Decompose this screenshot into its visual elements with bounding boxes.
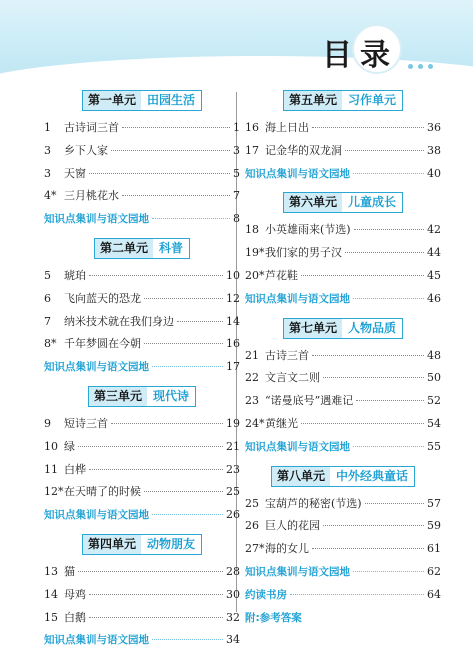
lesson-title: “诺曼底号”遇难记: [265, 394, 354, 408]
page-number: 14: [226, 314, 240, 328]
page-number: 64: [427, 587, 441, 601]
page-number: 3: [233, 143, 240, 157]
lesson-title: 我们家的男子汉: [265, 246, 342, 260]
lesson-title: 约读书房: [245, 588, 287, 601]
dot-leader: [89, 594, 223, 595]
page-number: 1: [233, 121, 240, 134]
lesson-title: 知识点集训与语文园地: [44, 509, 149, 522]
unit-heading: [44, 90, 240, 111]
unit-number: 第六单元: [284, 193, 342, 212]
page-number: 44: [427, 246, 441, 260]
toc-right-column: [245, 90, 441, 629]
lesson-title: 知识点集训与语文园地: [245, 565, 350, 578]
dot-leader: [354, 229, 424, 230]
page-number: 46: [427, 291, 441, 305]
lesson-title: 知识点集训与语文园地: [44, 634, 149, 647]
unit-heading: [245, 318, 441, 339]
page-number: 62: [427, 564, 441, 578]
toc-special-row[interactable]: [44, 208, 240, 231]
toc-row[interactable]: [245, 345, 441, 368]
title-char-mu: 目: [322, 38, 352, 73]
page-number: 40: [427, 166, 441, 180]
toc-row[interactable]: [245, 515, 441, 538]
lesson-number: 18: [245, 223, 259, 237]
lesson-title: 知识点集训与语文园地: [245, 292, 350, 305]
lesson-number: 25: [245, 496, 259, 510]
lesson-title: 黄继光: [265, 416, 298, 430]
lesson-number: 6: [44, 291, 51, 305]
toc-special-row[interactable]: [245, 584, 441, 607]
dot-leader: [312, 127, 424, 128]
decorative-dots-icon: [408, 54, 438, 73]
lesson-title: 乡下人家: [64, 143, 108, 157]
lesson-number: 5: [44, 268, 51, 282]
unit-name: 儿童成长: [348, 195, 397, 210]
unit-heading: [245, 192, 441, 213]
lesson-number: 7: [44, 314, 51, 328]
lesson-title: 附:参考答案: [245, 611, 302, 624]
lesson-title: 知识点集训与语文园地: [245, 167, 350, 180]
lesson-number: 8*: [44, 337, 57, 351]
page-number: 10: [226, 268, 240, 282]
unit-badge: [94, 238, 190, 259]
dot-leader: [345, 150, 424, 151]
lesson-title: 母鸡: [64, 587, 86, 601]
lesson-title: 白鹅: [64, 610, 86, 624]
toc-row[interactable]: [44, 333, 240, 356]
toc-row[interactable]: [44, 459, 240, 482]
lesson-title: 千年梦圆在今朝: [64, 337, 141, 351]
lesson-title: 古诗三首: [265, 348, 309, 362]
page-number: 19: [226, 416, 240, 430]
dot-leader: [345, 252, 424, 253]
lesson-title: 文言文二则: [265, 371, 320, 385]
lesson-number: 27*: [245, 542, 265, 556]
unit-heading: [245, 466, 441, 487]
unit-number: 第八单元: [272, 467, 330, 486]
lesson-number: 26: [245, 519, 259, 533]
dot-leader: [323, 377, 424, 378]
page-number: 34: [226, 633, 240, 647]
page-number: 25: [226, 485, 240, 499]
page-number: 21: [226, 439, 240, 453]
dot-leader: [78, 446, 223, 447]
page-number: 28: [226, 564, 240, 578]
dot-leader: [152, 366, 223, 367]
unit-badge: [283, 90, 403, 111]
page-number: 61: [427, 542, 441, 556]
page-number: 50: [427, 371, 441, 385]
lesson-title: 小英雄雨来(节选): [265, 223, 351, 237]
lesson-number: 22: [245, 371, 259, 385]
toc-row[interactable]: [44, 561, 240, 584]
lesson-title: 海的女儿: [265, 542, 309, 556]
dot-leader: [111, 150, 230, 151]
dot-leader: [89, 469, 223, 470]
dot-leader: [353, 446, 424, 447]
unit-name: 现代诗: [153, 388, 190, 403]
lesson-title: 海上日出: [265, 121, 309, 134]
dot-leader: [312, 548, 424, 549]
lesson-number: 11: [44, 462, 58, 476]
lesson-title: 知识点集训与语文园地: [44, 361, 149, 374]
lesson-number: 1: [44, 121, 51, 134]
unit-badge: [82, 90, 202, 111]
page-number: 16: [226, 337, 240, 351]
header-swoosh: [0, 56, 473, 84]
toc-row[interactable]: [44, 584, 240, 607]
page-number: 12: [226, 291, 240, 305]
lesson-number: 19*: [245, 246, 265, 260]
lesson-title: 记金华的双龙洞: [265, 143, 342, 157]
page-number: 54: [427, 416, 441, 430]
lesson-number: 21: [245, 348, 259, 362]
lesson-number: 3: [44, 143, 51, 157]
dot-leader: [144, 491, 223, 492]
lesson-title: 天窗: [64, 166, 86, 180]
dot-leader: [301, 275, 424, 276]
unit-badge: [283, 318, 403, 339]
dot-leader: [312, 355, 424, 356]
toc-row[interactable]: [44, 185, 240, 208]
unit-number: 第七单元: [284, 319, 342, 338]
lesson-title: 绿: [64, 439, 75, 453]
lesson-title: 芦花鞋: [265, 268, 298, 282]
unit-number: 第三单元: [89, 387, 147, 406]
lesson-number: 3: [44, 166, 51, 180]
toc-row[interactable]: [245, 117, 441, 140]
dot-leader: [144, 298, 223, 299]
unit-badge: [271, 466, 415, 487]
toc-special-row[interactable]: [44, 356, 240, 379]
toc-special-row[interactable]: [245, 436, 441, 459]
dot-leader: [353, 571, 424, 572]
page-number: 30: [226, 587, 240, 601]
unit-number: 第一单元: [83, 91, 141, 110]
lesson-title: 琥珀: [64, 268, 86, 282]
lesson-number: 13: [44, 564, 58, 578]
toc-row[interactable]: [44, 481, 240, 504]
dot-leader: [152, 514, 223, 515]
toc-row[interactable]: [44, 117, 240, 140]
lesson-title: 宝葫芦的秘密(节选): [265, 496, 362, 510]
toc-row[interactable]: [44, 140, 240, 163]
unit-name: 动物朋友: [147, 536, 196, 551]
page-number: 38: [427, 143, 441, 157]
toc-left-column: [44, 90, 240, 652]
toc-special-row[interactable]: [245, 288, 441, 311]
toc-row[interactable]: [245, 413, 441, 436]
dot-leader: [89, 173, 230, 174]
page-number: 36: [427, 121, 441, 134]
toc-row[interactable]: [44, 265, 240, 288]
lesson-title: 古诗词三首: [64, 121, 119, 134]
dot-leader: [122, 127, 230, 128]
unit-heading: [44, 386, 240, 407]
unit-badge: [283, 192, 403, 213]
lesson-number: 10: [44, 439, 58, 453]
lesson-number: 17: [245, 143, 259, 157]
lesson-title: 猫: [64, 564, 75, 578]
page-number: 55: [427, 439, 441, 453]
page-number: 48: [427, 348, 441, 362]
toc-row[interactable]: [245, 390, 441, 413]
lesson-number: 23: [245, 394, 259, 408]
lesson-number: 9: [44, 416, 51, 430]
dot-leader: [301, 423, 424, 424]
lesson-number: 14: [44, 587, 58, 601]
dot-leader: [111, 423, 223, 424]
lesson-number: 20*: [245, 268, 265, 282]
lesson-title: 知识点集训与语文园地: [245, 440, 350, 453]
toc-row[interactable]: [245, 140, 441, 163]
page-number: 7: [233, 189, 240, 203]
lesson-title: 纳米技术就在我们身边: [64, 314, 174, 328]
unit-name: 田园生活: [147, 93, 196, 107]
page-number: 57: [427, 496, 441, 510]
unit-badge: [88, 386, 196, 407]
page-number: 5: [233, 166, 240, 180]
lesson-number: 24*: [245, 416, 265, 430]
dot-leader: [152, 639, 223, 640]
dot-leader: [353, 173, 424, 174]
unit-heading: [245, 90, 441, 111]
dot-leader: [177, 321, 223, 322]
unit-name: 科普: [159, 240, 184, 255]
toc-row[interactable]: [44, 607, 240, 630]
dot-leader: [356, 400, 424, 401]
page-number: 59: [427, 519, 441, 533]
toc-row[interactable]: [245, 242, 441, 265]
toc-row[interactable]: [44, 311, 240, 334]
page-number: 52: [427, 394, 441, 408]
toc-special-row[interactable]: [245, 163, 441, 186]
page-number: 45: [427, 268, 441, 282]
toc-row[interactable]: [245, 219, 441, 242]
lesson-title: 白桦: [64, 462, 86, 476]
lesson-number: 16: [245, 121, 259, 134]
lesson-title: 在天晴了的时候: [64, 485, 141, 499]
dot-leader: [89, 617, 223, 618]
toc-row[interactable]: [245, 265, 441, 288]
page-number: 17: [226, 360, 240, 374]
unit-heading: [44, 238, 240, 259]
lesson-number: 4*: [44, 189, 57, 203]
title-char-lu: 录: [360, 38, 390, 73]
page-number: 8: [233, 212, 240, 226]
toc-row[interactable]: [44, 288, 240, 311]
unit-number: 第五单元: [284, 91, 342, 110]
toc-special-row[interactable]: [245, 607, 441, 630]
page-number: 42: [427, 223, 441, 237]
lesson-title: 三月桃花水: [64, 189, 119, 203]
toc-row[interactable]: [44, 163, 240, 186]
lesson-title: 短诗三首: [64, 416, 108, 430]
lesson-number: 15: [44, 610, 58, 624]
dot-leader: [323, 525, 424, 526]
dot-leader: [152, 218, 230, 219]
dot-leader: [144, 343, 223, 344]
unit-name: 习作单元: [348, 93, 397, 107]
lesson-title: 飞向蓝天的恐龙: [64, 291, 141, 305]
unit-name: 人物品质: [348, 320, 397, 335]
dot-leader: [290, 594, 424, 595]
unit-heading: [44, 534, 240, 555]
toc-special-row[interactable]: [245, 561, 441, 584]
toc-row[interactable]: [44, 413, 240, 436]
toc-row[interactable]: [245, 538, 441, 561]
dot-leader: [365, 503, 424, 504]
toc-row[interactable]: [44, 436, 240, 459]
lesson-title: 巨人的花园: [265, 519, 320, 533]
page-number: 23: [226, 462, 240, 476]
toc-row[interactable]: [245, 367, 441, 390]
page-header: [0, 0, 473, 84]
dot-leader: [89, 275, 223, 276]
toc-row[interactable]: [245, 493, 441, 516]
unit-name: 中外经典童话: [336, 468, 409, 483]
dot-leader: [78, 571, 223, 572]
lesson-title: 知识点集训与语文园地: [44, 213, 149, 226]
page-number: 26: [226, 508, 240, 522]
page-number: 32: [226, 610, 240, 624]
unit-badge: [82, 534, 202, 555]
lesson-number: 12*: [44, 485, 64, 499]
dot-leader: [353, 298, 424, 299]
toc-special-row[interactable]: [44, 504, 240, 527]
unit-number: 第四单元: [83, 535, 141, 554]
dot-leader: [122, 195, 230, 196]
toc-special-row[interactable]: [44, 629, 240, 652]
unit-number: 第二单元: [95, 239, 153, 258]
